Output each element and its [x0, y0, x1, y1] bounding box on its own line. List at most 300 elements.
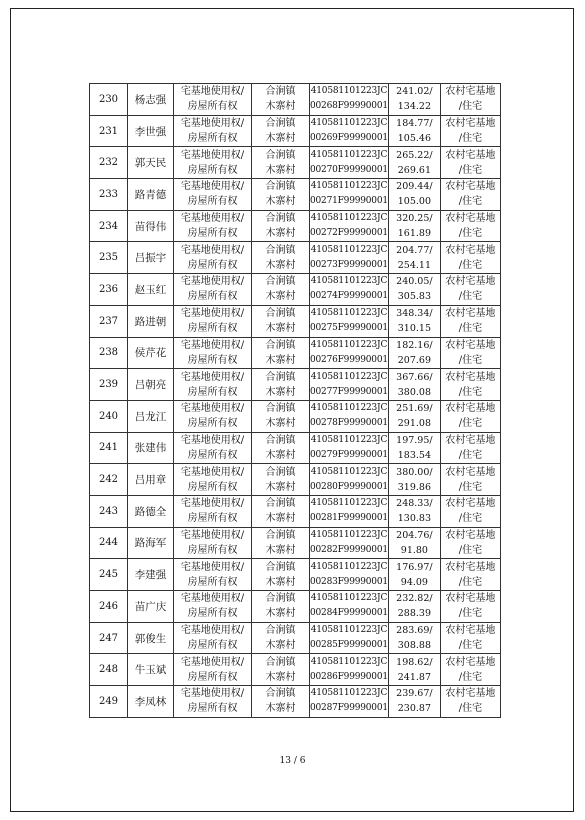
- parcel-code-line1: 410581101223JC: [310, 118, 388, 129]
- land-use-line2: /住宅: [458, 418, 483, 430]
- right-type-cell: [174, 179, 252, 211]
- right-type-cell: [174, 115, 252, 147]
- land-use-line2: /住宅: [458, 640, 483, 652]
- table-row: [90, 464, 501, 496]
- area-line2: 161.89: [397, 228, 432, 240]
- parcel-code-cell: [310, 654, 389, 686]
- land-use-line2: /住宅: [458, 703, 483, 715]
- row-number-cell: 242: [90, 464, 128, 496]
- land-use-cell: [440, 686, 500, 718]
- right-type-cell: [174, 210, 252, 242]
- area-line1: 232.82/: [396, 593, 433, 605]
- land-use-line2: /住宅: [458, 101, 483, 113]
- right-type-line1: 宅基地使用权/: [180, 529, 245, 541]
- parcel-code-line1: 410581101223JC: [310, 656, 388, 667]
- location-line2: 木寨村: [265, 228, 296, 240]
- right-type-cell: [174, 369, 252, 401]
- land-use-cell: [440, 210, 500, 242]
- land-use-line1: 农村宅基地: [445, 149, 496, 161]
- right-type-line2: 房屋所有权: [187, 323, 238, 335]
- area-cell: [388, 591, 440, 623]
- parcel-code-line2: 00273F99990001: [310, 259, 388, 270]
- parcel-code-cell: [310, 210, 389, 242]
- area-cell: [388, 115, 440, 147]
- area-cell: [388, 210, 440, 242]
- parcel-code-line2: 00272F99990001: [310, 228, 388, 239]
- area-line1: 265.22/: [396, 149, 433, 161]
- location-cell: [252, 464, 310, 496]
- owner-name-cell: 杨志强: [128, 84, 174, 116]
- right-type-cell: [174, 495, 252, 527]
- parcel-code-cell: [310, 686, 389, 718]
- area-line1: 239.67/: [396, 688, 433, 700]
- land-use-line1: 农村宅基地: [445, 276, 496, 288]
- land-use-line2: /住宅: [458, 386, 483, 398]
- location-line1: 合涧镇: [265, 529, 296, 541]
- parcel-code-line2: 00271F99990001: [310, 196, 388, 207]
- location-cell: [252, 495, 310, 527]
- area-line1: 197.95/: [396, 434, 433, 446]
- location-line1: 合涧镇: [265, 118, 296, 130]
- area-line2: 207.69: [397, 354, 432, 366]
- right-type-line2: 房屋所有权: [187, 291, 238, 303]
- land-use-line1: 农村宅基地: [445, 403, 496, 415]
- land-use-line1: 农村宅基地: [445, 371, 496, 383]
- land-use-cell: [440, 369, 500, 401]
- right-type-line1: 宅基地使用权/: [180, 593, 245, 605]
- row-number-cell: 246: [90, 591, 128, 623]
- owner-name-cell: 路海军: [128, 527, 174, 559]
- location-line2: 木寨村: [265, 640, 296, 652]
- parcel-code-line1: 410581101223JC: [310, 213, 388, 224]
- location-line1: 合涧镇: [265, 339, 296, 351]
- location-cell: [252, 622, 310, 654]
- area-cell: [388, 400, 440, 432]
- parcel-code-line1: 410581101223JC: [310, 181, 388, 192]
- location-cell: [252, 337, 310, 369]
- parcel-code-cell: [310, 179, 389, 211]
- owner-name-cell: 吕龙江: [128, 400, 174, 432]
- right-type-line1: 宅基地使用权/: [180, 561, 245, 573]
- owner-name-cell: 李凤林: [128, 686, 174, 718]
- row-number-cell: 245: [90, 559, 128, 591]
- area-line2: 319.86: [397, 481, 432, 493]
- right-type-line1: 宅基地使用权/: [180, 213, 245, 225]
- right-type-cell: [174, 305, 252, 337]
- right-type-cell: [174, 242, 252, 274]
- area-line1: 320.25/: [396, 213, 433, 225]
- parcel-code-line1: 410581101223JC: [310, 529, 388, 540]
- location-line2: 木寨村: [265, 164, 296, 176]
- owner-name-cell: 路进朝: [128, 305, 174, 337]
- land-use-line1: 农村宅基地: [445, 625, 496, 637]
- area-line2: 230.87: [397, 703, 432, 715]
- land-use-line2: /住宅: [458, 354, 483, 366]
- land-use-line2: /住宅: [458, 133, 483, 145]
- right-type-line2: 房屋所有权: [187, 449, 238, 461]
- owner-name-cell: 侯芹花: [128, 337, 174, 369]
- area-cell: [388, 654, 440, 686]
- area-line1: 184.77/: [396, 118, 433, 130]
- parcel-code-cell: [310, 305, 389, 337]
- land-use-line2: /住宅: [458, 481, 483, 493]
- location-line2: 木寨村: [265, 418, 296, 430]
- right-type-cell: [174, 686, 252, 718]
- row-number-cell: 248: [90, 654, 128, 686]
- parcel-code-line2: 00286F99990001: [310, 671, 388, 682]
- location-line1: 合涧镇: [265, 593, 296, 605]
- row-number-cell: 241: [90, 432, 128, 464]
- area-line2: 305.83: [397, 291, 432, 303]
- area-cell: [388, 179, 440, 211]
- area-line2: 130.83: [397, 513, 432, 525]
- location-line1: 合涧镇: [265, 86, 296, 98]
- area-cell: [388, 432, 440, 464]
- right-type-line1: 宅基地使用权/: [180, 244, 245, 256]
- parcel-code-cell: [310, 84, 389, 116]
- area-line1: 348.34/: [396, 308, 433, 320]
- parcel-code-line1: 410581101223JC: [310, 466, 388, 477]
- owner-name-cell: 路德全: [128, 495, 174, 527]
- table-row: [90, 400, 501, 432]
- table-row: [90, 654, 501, 686]
- location-line2: 木寨村: [265, 386, 296, 398]
- parcel-code-line1: 410581101223JC: [310, 244, 388, 255]
- parcel-code-cell: [310, 400, 389, 432]
- land-use-line1: 农村宅基地: [445, 593, 496, 605]
- land-use-line1: 农村宅基地: [445, 339, 496, 351]
- location-line1: 合涧镇: [265, 403, 296, 415]
- land-use-line1: 农村宅基地: [445, 656, 496, 668]
- parcel-code-cell: [310, 242, 389, 274]
- owner-name-cell: 牛玉斌: [128, 654, 174, 686]
- location-line1: 合涧镇: [265, 625, 296, 637]
- owner-name-cell: 赵玉红: [128, 274, 174, 306]
- right-type-line1: 宅基地使用权/: [180, 434, 245, 446]
- area-cell: [388, 495, 440, 527]
- owner-name-cell: 吕振宇: [128, 242, 174, 274]
- parcel-code-cell: [310, 432, 389, 464]
- right-type-line1: 宅基地使用权/: [180, 466, 245, 478]
- land-use-cell: [440, 400, 500, 432]
- area-cell: [388, 686, 440, 718]
- location-line2: 木寨村: [265, 449, 296, 461]
- land-use-line1: 农村宅基地: [445, 244, 496, 256]
- right-type-line1: 宅基地使用权/: [180, 656, 245, 668]
- area-line2: 310.15: [397, 323, 432, 335]
- area-cell: [388, 147, 440, 179]
- location-cell: [252, 432, 310, 464]
- owner-name-cell: 张建伟: [128, 432, 174, 464]
- area-line2: 291.08: [397, 418, 432, 430]
- row-number-cell: 244: [90, 527, 128, 559]
- right-type-cell: [174, 591, 252, 623]
- owner-name-cell: 吕用章: [128, 464, 174, 496]
- location-line1: 合涧镇: [265, 308, 296, 320]
- location-cell: [252, 591, 310, 623]
- right-type-line2: 房屋所有权: [187, 640, 238, 652]
- land-use-line2: /住宅: [458, 323, 483, 335]
- right-type-line1: 宅基地使用权/: [180, 118, 245, 130]
- location-cell: [252, 400, 310, 432]
- location-cell: [252, 686, 310, 718]
- location-line1: 合涧镇: [265, 213, 296, 225]
- land-use-line1: 农村宅基地: [445, 498, 496, 510]
- location-line1: 合涧镇: [265, 688, 296, 700]
- area-line1: 248.33/: [396, 498, 433, 510]
- right-type-line2: 房屋所有权: [187, 228, 238, 240]
- parcel-code-line1: 410581101223JC: [310, 149, 388, 160]
- location-cell: [252, 274, 310, 306]
- row-number-cell: 247: [90, 622, 128, 654]
- location-line1: 合涧镇: [265, 498, 296, 510]
- right-type-line1: 宅基地使用权/: [180, 181, 245, 193]
- table-row: [90, 305, 501, 337]
- area-line2: 288.39: [397, 608, 432, 620]
- table-row: [90, 527, 501, 559]
- parcel-code-line1: 410581101223JC: [310, 593, 388, 604]
- land-use-line1: 农村宅基地: [445, 213, 496, 225]
- location-line2: 木寨村: [265, 133, 296, 145]
- land-use-line2: /住宅: [458, 164, 483, 176]
- land-use-line1: 农村宅基地: [445, 308, 496, 320]
- land-use-line2: /住宅: [458, 228, 483, 240]
- location-line1: 合涧镇: [265, 561, 296, 573]
- land-use-line2: /住宅: [458, 196, 483, 208]
- location-line1: 合涧镇: [265, 371, 296, 383]
- location-cell: [252, 654, 310, 686]
- land-use-line2: /住宅: [458, 544, 483, 556]
- parcel-code-line2: 00285F99990001: [310, 640, 388, 651]
- right-type-line2: 房屋所有权: [187, 703, 238, 715]
- table-row: [90, 559, 501, 591]
- area-line1: 367.66/: [396, 371, 433, 383]
- parcel-code-cell: [310, 274, 389, 306]
- area-cell: [388, 337, 440, 369]
- parcel-code-line2: 00284F99990001: [310, 608, 388, 619]
- area-line2: 183.54: [397, 449, 432, 461]
- location-line2: 木寨村: [265, 101, 296, 113]
- land-use-cell: [440, 464, 500, 496]
- parcel-code-line2: 00282F99990001: [310, 544, 388, 555]
- row-number-cell: 236: [90, 274, 128, 306]
- location-cell: [252, 115, 310, 147]
- row-number-cell: 237: [90, 305, 128, 337]
- parcel-code-line1: 410581101223JC: [310, 498, 388, 509]
- area-line1: 204.77/: [396, 244, 433, 256]
- land-use-cell: [440, 179, 500, 211]
- location-cell: [252, 559, 310, 591]
- row-number-cell: 240: [90, 400, 128, 432]
- land-use-cell: [440, 432, 500, 464]
- parcel-code-line2: 00278F99990001: [310, 418, 388, 429]
- land-use-line2: /住宅: [458, 608, 483, 620]
- parcel-code-line2: 00283F99990001: [310, 576, 388, 587]
- land-use-line1: 农村宅基地: [445, 466, 496, 478]
- land-use-line1: 农村宅基地: [445, 688, 496, 700]
- area-line1: 176.97/: [396, 561, 433, 573]
- row-number-cell: 233: [90, 179, 128, 211]
- area-line1: 283.69/: [396, 625, 433, 637]
- row-number-cell: 238: [90, 337, 128, 369]
- row-number-cell: 234: [90, 210, 128, 242]
- right-type-cell: [174, 400, 252, 432]
- parcel-code-line1: 410581101223JC: [310, 276, 388, 287]
- table-row: [90, 495, 501, 527]
- location-cell: [252, 305, 310, 337]
- table-row: [90, 686, 501, 718]
- right-type-line1: 宅基地使用权/: [180, 86, 245, 98]
- area-cell: [388, 464, 440, 496]
- parcel-code-line1: 410581101223JC: [310, 86, 388, 97]
- right-type-cell: [174, 432, 252, 464]
- area-cell: [388, 369, 440, 401]
- table-row: [90, 369, 501, 401]
- area-line2: 94.09: [400, 576, 428, 588]
- land-use-cell: [440, 622, 500, 654]
- parcel-code-line2: 00270F99990001: [310, 164, 388, 175]
- page-number: 13 / 6: [279, 756, 306, 766]
- location-line2: 木寨村: [265, 259, 296, 271]
- parcel-code-line1: 410581101223JC: [310, 434, 388, 445]
- land-use-cell: [440, 337, 500, 369]
- area-line1: 198.62/: [396, 656, 433, 668]
- table-row: [90, 337, 501, 369]
- land-use-cell: [440, 495, 500, 527]
- parcel-code-line1: 410581101223JC: [310, 371, 388, 382]
- right-type-cell: [174, 84, 252, 116]
- parcel-code-line2: 00269F99990001: [310, 133, 388, 144]
- area-line2: 308.88: [397, 640, 432, 652]
- location-cell: [252, 527, 310, 559]
- row-number-cell: 249: [90, 686, 128, 718]
- area-line2: 105.46: [397, 133, 432, 145]
- location-line1: 合涧镇: [265, 434, 296, 446]
- row-number-cell: 243: [90, 495, 128, 527]
- parcel-code-line1: 410581101223JC: [310, 403, 388, 414]
- land-use-cell: [440, 654, 500, 686]
- area-line1: 209.44/: [396, 181, 433, 193]
- right-type-line1: 宅基地使用权/: [180, 371, 245, 383]
- table-row: [90, 591, 501, 623]
- parcel-code-line2: 00280F99990001: [310, 481, 388, 492]
- land-use-cell: [440, 115, 500, 147]
- owner-name-cell: 李世强: [128, 115, 174, 147]
- location-line2: 木寨村: [265, 544, 296, 556]
- location-cell: [252, 179, 310, 211]
- right-type-line1: 宅基地使用权/: [180, 308, 245, 320]
- right-type-cell: [174, 274, 252, 306]
- land-use-line2: /住宅: [458, 291, 483, 303]
- table-row: [90, 622, 501, 654]
- owner-name-cell: 李建强: [128, 559, 174, 591]
- location-line2: 木寨村: [265, 481, 296, 493]
- land-use-cell: [440, 305, 500, 337]
- table-row: [90, 84, 501, 116]
- location-line2: 木寨村: [265, 291, 296, 303]
- right-type-cell: [174, 622, 252, 654]
- location-cell: [252, 147, 310, 179]
- land-use-line2: /住宅: [458, 259, 483, 271]
- right-type-line2: 房屋所有权: [187, 386, 238, 398]
- location-line2: 木寨村: [265, 608, 296, 620]
- area-line2: 254.11: [397, 259, 432, 271]
- location-cell: [252, 210, 310, 242]
- row-number-cell: 231: [90, 115, 128, 147]
- owner-name-cell: 吕朝亮: [128, 369, 174, 401]
- area-cell: [388, 84, 440, 116]
- location-line1: 合涧镇: [265, 181, 296, 193]
- location-line2: 木寨村: [265, 703, 296, 715]
- parcel-code-line1: 410581101223JC: [310, 561, 388, 572]
- parcel-code-line2: 00274F99990001: [310, 291, 388, 302]
- right-type-cell: [174, 337, 252, 369]
- area-cell: [388, 559, 440, 591]
- area-cell: [388, 305, 440, 337]
- row-number-cell: 230: [90, 84, 128, 116]
- land-use-line1: 农村宅基地: [445, 529, 496, 541]
- parcel-code-cell: [310, 527, 389, 559]
- land-use-line2: /住宅: [458, 449, 483, 461]
- location-line1: 合涧镇: [265, 276, 296, 288]
- parcel-code-line2: 00268F99990001: [310, 101, 388, 112]
- land-use-cell: [440, 591, 500, 623]
- area-cell: [388, 242, 440, 274]
- owner-name-cell: 苗广庆: [128, 591, 174, 623]
- right-type-line1: 宅基地使用权/: [180, 276, 245, 288]
- right-type-line2: 房屋所有权: [187, 608, 238, 620]
- land-use-line2: /住宅: [458, 513, 483, 525]
- land-use-line1: 农村宅基地: [445, 434, 496, 446]
- table-row: [90, 432, 501, 464]
- area-cell: [388, 274, 440, 306]
- location-line1: 合涧镇: [265, 466, 296, 478]
- table-row: [90, 242, 501, 274]
- right-type-line2: 房屋所有权: [187, 418, 238, 430]
- parcel-code-cell: [310, 464, 389, 496]
- parcel-code-line2: 00281F99990001: [310, 513, 388, 524]
- parcel-code-cell: [310, 495, 389, 527]
- table-row: [90, 147, 501, 179]
- area-line2: 380.08: [397, 386, 432, 398]
- parcel-code-cell: [310, 559, 389, 591]
- parcel-code-line1: 410581101223JC: [310, 308, 388, 319]
- area-line1: 182.16/: [396, 339, 433, 351]
- right-type-line2: 房屋所有权: [187, 259, 238, 271]
- area-line2: 269.61: [397, 164, 432, 176]
- land-use-line2: /住宅: [458, 576, 483, 588]
- location-line2: 木寨村: [265, 671, 296, 683]
- right-type-line1: 宅基地使用权/: [180, 498, 245, 510]
- location-line1: 合涧镇: [265, 656, 296, 668]
- parcel-code-line2: 00287F99990001: [310, 703, 388, 714]
- right-type-line2: 房屋所有权: [187, 513, 238, 525]
- right-type-line2: 房屋所有权: [187, 576, 238, 588]
- parcel-code-cell: [310, 622, 389, 654]
- location-line2: 木寨村: [265, 354, 296, 366]
- right-type-line2: 房屋所有权: [187, 101, 238, 113]
- parcel-code-line2: 00275F99990001: [310, 323, 388, 334]
- land-use-line1: 农村宅基地: [445, 181, 496, 193]
- location-line1: 合涧镇: [265, 149, 296, 161]
- location-cell: [252, 242, 310, 274]
- location-line2: 木寨村: [265, 323, 296, 335]
- right-type-line2: 房屋所有权: [187, 133, 238, 145]
- owner-name-cell: 郭俊生: [128, 622, 174, 654]
- location-cell: [252, 369, 310, 401]
- parcel-code-line2: 00277F99990001: [310, 386, 388, 397]
- table-row: [90, 115, 501, 147]
